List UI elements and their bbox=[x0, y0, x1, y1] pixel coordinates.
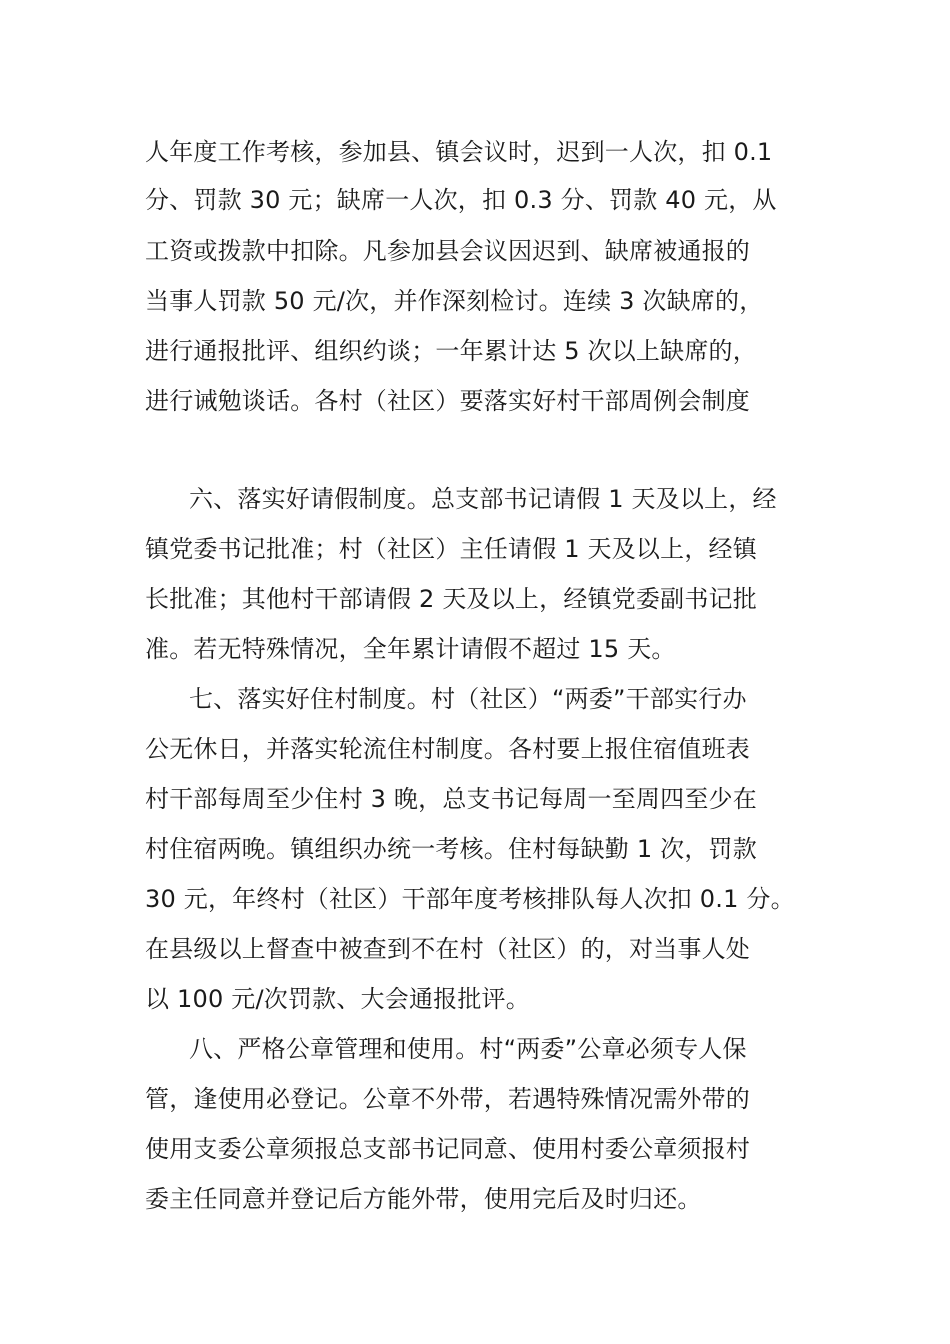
paragraph-continuation-line: 进行通报批评、组织约谈；一年累计达 5 次以上缺席的， bbox=[145, 337, 757, 365]
paragraph-continuation-line: 当事人罚款 50 元/次，并作深刻检讨。连续 3 次缺席的， bbox=[145, 287, 764, 315]
section-seven-first-line: 七、落实好住村制度。村（社区）“两委”干部实行办 bbox=[189, 685, 747, 713]
section-seven-line: 以 100 元/次罚款、大会通报批评。 bbox=[145, 985, 530, 1013]
section-seven-line: 村干部每周至少住村 3 晚，总支书记每周一至周四至少在 bbox=[145, 785, 757, 813]
section-seven-line: 村住宿两晚。镇组织办统一考核。住村每缺勤 1 次，罚款 bbox=[145, 835, 757, 863]
section-eight-line: 使用支委公章须报总支部书记同意、使用村委公章须报村 bbox=[145, 1135, 750, 1163]
paragraph-continuation-line: 进行诫勉谈话。各村（社区）要落实好村干部周例会制度 bbox=[145, 387, 750, 415]
paragraph-continuation-line: 工资或拨款中扣除。凡参加县会议因迟到、缺席被通报的 bbox=[145, 237, 750, 265]
section-seven-line: 在县级以上督查中被查到不在村（社区）的，对当事人处 bbox=[145, 935, 750, 963]
paragraph-continuation-line: 分、罚款 30 元；缺席一人次，扣 0.3 分、罚款 40 元，从 bbox=[145, 186, 777, 214]
section-six-line: 长批准；其他村干部请假 2 天及以上，经镇党委副书记批 bbox=[145, 585, 757, 613]
section-eight-line: 管，逢使用必登记。公章不外带，若遇特殊情况需外带的 bbox=[145, 1085, 750, 1113]
section-six-first-line: 六、落实好请假制度。总支部书记请假 1 天及以上，经 bbox=[189, 485, 777, 513]
paragraph-continuation-line: 人年度工作考核，参加县、镇会议时，迟到一人次，扣 0.1 bbox=[145, 138, 773, 166]
section-seven-line: 公无休日，并落实轮流住村制度。各村要上报住宿值班表 bbox=[145, 735, 750, 763]
section-eight-first-line: 八、严格公章管理和使用。村“两委”公章必须专人保 bbox=[189, 1035, 747, 1063]
section-six-line: 镇党委书记批准；村（社区）主任请假 1 天及以上，经镇 bbox=[145, 535, 757, 563]
section-eight-line: 委主任同意并登记后方能外带，使用完后及时归还。 bbox=[145, 1185, 702, 1213]
section-seven-line: 30 元，年终村（社区）干部年度考核排队每人次扣 0.1 分。 bbox=[145, 885, 795, 913]
section-six-line: 准。若无特殊情况，全年累计请假不超过 15 天。 bbox=[145, 635, 676, 663]
